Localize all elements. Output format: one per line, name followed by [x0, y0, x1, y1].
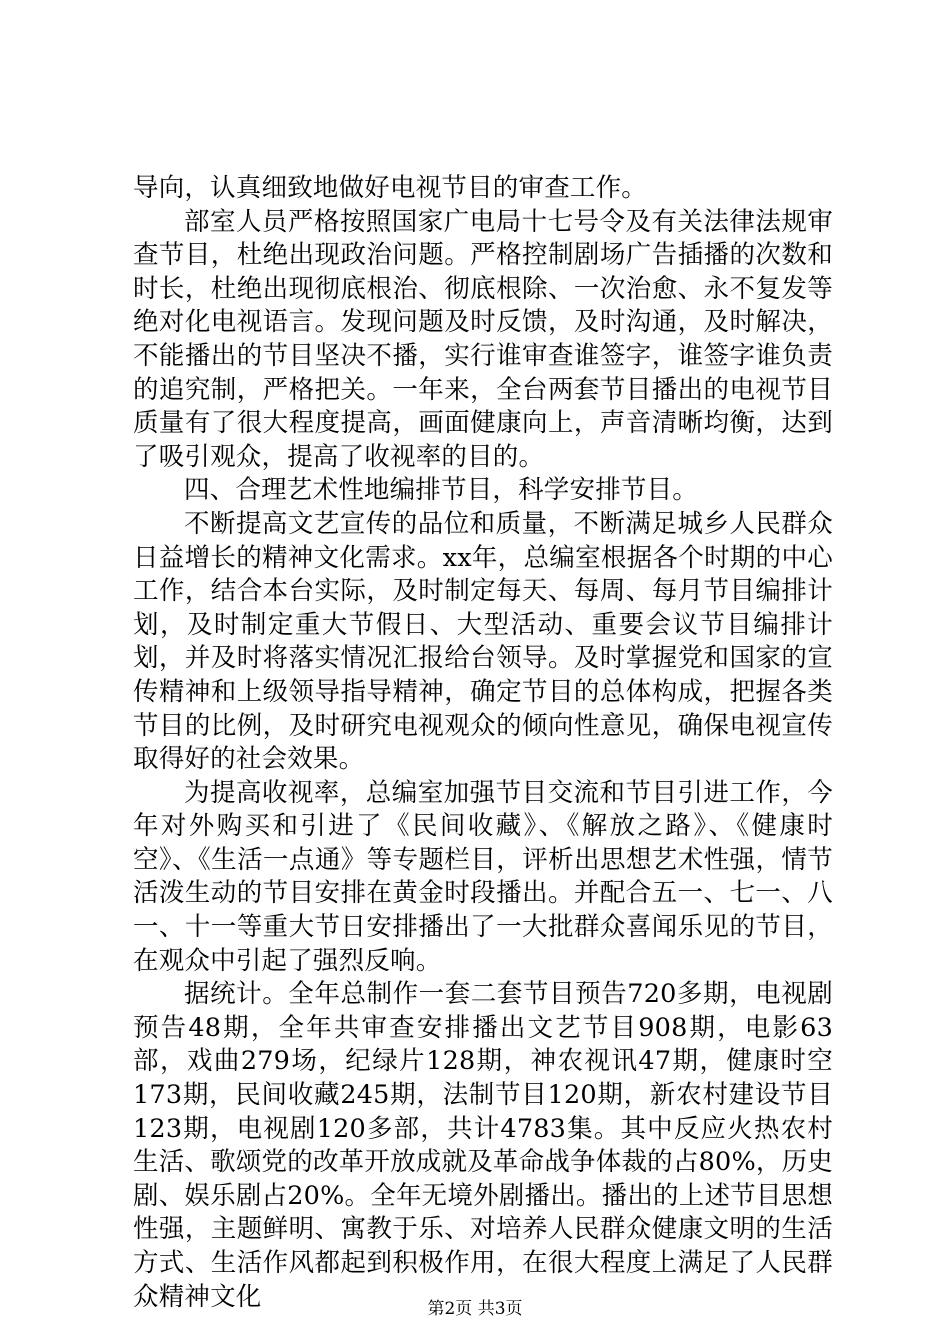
paragraph-2: 部室人员严格按照国家广电局十七号令及有关法律法规审查节目，杜绝出现政治问题。严格控制剧场广告插播的次数和时长，杜绝出现彻底根治、彻底根除、一次治愈、永不复发等绝对化电视语言。发现问题及时反馈，及时沟通，及时解决，不能播出的节目坚决不播，实行谁审查谁签字，谁签字谁负责的追究制，严格把关。一年来，全台两套节目播出的电视节目质量有了很大程度提高，画面健康向上，声音清晰均衡，达到了吸引观众，提高了收视率的目的。 — [133, 206, 833, 472]
paragraph-6: 据统计。全年总制作一套二套节目预告720多期，电视剧预告48期，全年共审查安排播出文艺节目908期，电影63部，戏曲279场，纪绿片128期，神农视讯47期，健康时空173期，民间收藏245期，法制节目120期，新农村建设节目123期，电视剧120多部，共计4783集。其中反应火热农村生活、歌颂党的改革开放成就及革命战争体裁的占80%，历史剧、娱乐剧占20%。全年无境外剧播出。播出的上述节目思想性强，主题鲜明、寓教于乐、对培养人民群众健康文明的生活方式、生活作风都起到积极作用，在很大程度上满足了人民群众精神文化 — [133, 979, 833, 1312]
document-body — [133, 172, 833, 1314]
paragraph-4: 不断提高文艺宣传的品位和质量，不断满足城乡人民群众日益增长的精神文化需求。xx年，总编室根据各个时期的中心工作，结合本台实际，及时制定每天、每周、每月节目编排计划，及时制定重大节假日、大型活动、重要会议节目编排计划，并及时将落实情况汇报给台领导。及时掌握党和国家的宣传精神和上级领导指导精神，确定节目的总体构成，把握各类节目的比例，及时研究电视观众的倾向性意见，确保电视宣传取得好的社会效果。 — [133, 508, 833, 775]
page-number-footer: 第2页 共3页 — [427, 1299, 523, 1319]
paragraph-1: 导向，认真细致地做好电视节目的审查工作。 — [133, 173, 648, 203]
paragraph-5: 为提高收视率，总编室加强节目交流和节目引进工作，今年对外购买和引进了《民间收藏》、《解放之路》、《健康时空》、《生活一点通》等专题栏目，评析出思想艺术性强，情节活泼生动的节目安排在黄金时段播出。并配合五一、七一、八一、十一等重大节日安排播出了一大批群众喜闻乐见的节目，在观众中引起了强烈反响。 — [133, 777, 833, 976]
section-heading: 四、合理艺术性地编排节目，科学安排节目。 — [184, 475, 699, 506]
